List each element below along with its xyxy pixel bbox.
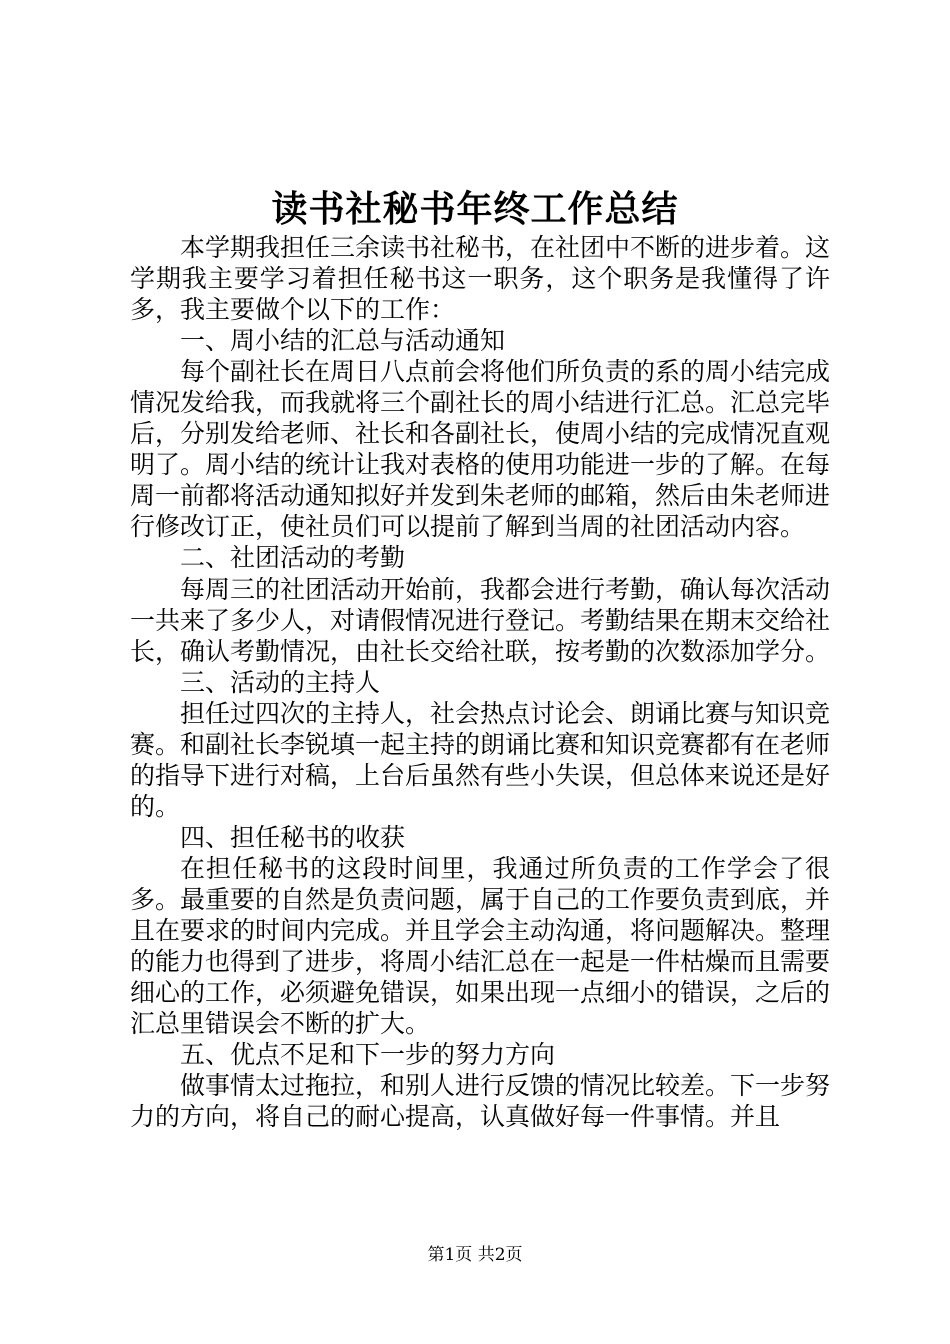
section-heading: 三、活动的主持人 — [180, 667, 381, 697]
section-paragraph: 担任过四次的主持人，社会热点讨论会、朗诵比赛与知识竞赛。和副社长李锐填一起主持的朗诵比赛和知识竞赛都有在老师的指导下进行对稿，上台后虽然有些小失误，但总体来说还是好的。 — [130, 698, 831, 821]
section-heading: 五、优点不足和下一步的努力方向 — [180, 1040, 556, 1070]
page-footer: 第1页 共2页 — [427, 1245, 523, 1265]
section-heading: 二、社团活动的考勤 — [180, 543, 406, 573]
section-paragraph: 每周三的社团活动开始前，我都会进行考勤，确认每次活动一共来了多少人，对请假情况进行登记。考勤结果在期末交给社长，确认考勤情况，由社长交给社联，按考勤的次数添加学分。 — [130, 574, 831, 666]
document-body — [130, 232, 830, 1132]
section-heading: 四、担任秘书的收获 — [180, 822, 406, 852]
section-paragraph: 做事情太过拖拉，和别人进行反馈的情况比较差。下一步努力的方向，将自己的耐心提高，认真做好每一件事情。并且 — [130, 1071, 831, 1132]
document-title: 读书社秘书年终工作总结 — [271, 188, 679, 230]
section-paragraph: 每个副社长在周日八点前会将他们所负责的系的周小结完成情况发给我，而我就将三个副社长的周小结进行汇总。汇总完毕后，分别发给老师、社长和各副社长，使周小结的完成情况直观明了。周小结的统计让我对表格的使用功能进一步的了解。在每周一前都将活动通知拟好并发到朱老师的邮箱，然后由朱老师进行修改订正，使社员们可以提前了解到当周的社团活动内容。 — [130, 357, 831, 542]
section-heading: 一、周小结的汇总与活动通知 — [180, 326, 506, 356]
section-paragraph: 在担任秘书的这段时间里，我通过所负责的工作学会了很多。最重要的自然是负责问题，属于自己的工作要负责到底，并且在要求的时间内完成。并且学会主动沟通，将问题解决。整理的能力也得到了进步，将周小结汇总在一起是一件枯燥而且需要细心的工作，必须避免错误，如果出现一点细小的错误，之后的汇总里错误会不断的扩大。 — [130, 853, 831, 1039]
intro-paragraph: 本学期我担任三余读书社秘书，在社团中不断的进步着。这学期我主要学习着担任秘书这一职务，这个职务是我懂得了许多，我主要做个以下的工作： — [130, 233, 831, 325]
